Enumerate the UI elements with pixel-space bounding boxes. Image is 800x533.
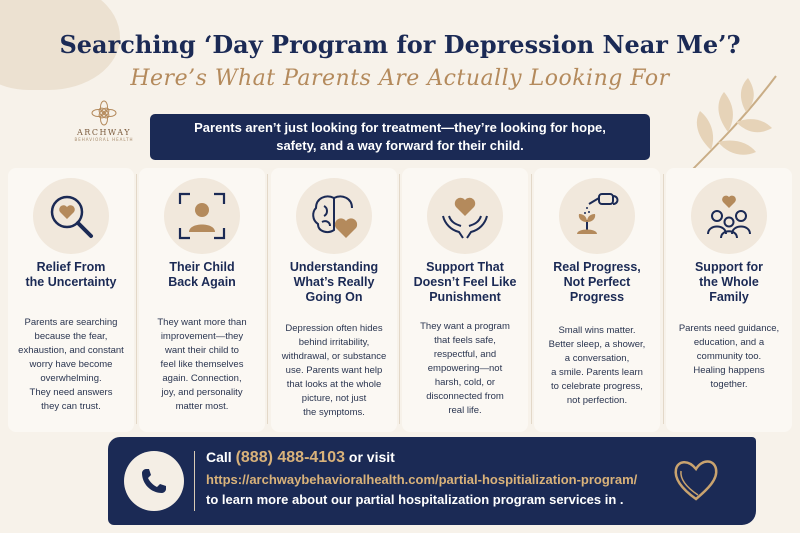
card-text-line: community too. [696, 351, 762, 362]
card-text-line: exhaustion, and constant [18, 345, 124, 356]
card-title-line: Understanding [289, 260, 379, 274]
card-text-line: matter most. [175, 401, 229, 412]
card-text-line: a conversation, [564, 353, 630, 364]
card-text-line: They want more than [157, 317, 247, 328]
card-text-line: They need answers [29, 387, 113, 398]
card-divider [267, 174, 268, 424]
card-title-line: Support for [694, 260, 764, 274]
card-text-line: Better sleep, a shower, [548, 339, 646, 350]
watering-sprout-icon [567, 186, 627, 246]
call-prefix: Call [206, 449, 236, 465]
card-text-line: harsh, cold, or [434, 377, 496, 388]
banner-line-1: Parents aren’t just looking for treatment—they’re looking for hope, [194, 120, 606, 135]
card-text-line: education, and a [693, 337, 765, 348]
card-real-progress [534, 168, 660, 432]
card-icon-circle [33, 178, 109, 254]
card-text-line: want their child to [165, 345, 239, 356]
card-title-line: the Uncertainty [25, 275, 117, 289]
card-text-line: Depression often hides [285, 323, 383, 334]
card-text [145, 316, 259, 414]
card-title [12, 260, 130, 290]
family-group-icon [699, 186, 759, 246]
card-text-line: a smile. Parents learn [551, 367, 643, 378]
card-title-line: Their Child [169, 260, 235, 274]
card-icon-circle [427, 178, 503, 254]
card-text-line: behind irritability, [298, 337, 370, 348]
card-text-line: Healing happens [693, 365, 765, 376]
person-focus-icon [172, 186, 232, 246]
card-text-line: again. Connection, [162, 373, 242, 384]
card-icon-circle [164, 178, 240, 254]
card-title-line: Punishment [429, 290, 501, 304]
card-understanding [271, 168, 397, 432]
card-title [670, 260, 788, 305]
card-text-line: real life. [448, 405, 482, 416]
card-title-line: Relief From [36, 260, 106, 274]
card-text [14, 316, 128, 414]
card-text-line: to celebrate progress, [551, 381, 643, 392]
card-text-line: not perfection. [566, 395, 628, 406]
footer-divider [194, 451, 195, 511]
card-title-line: Progress [569, 290, 625, 304]
card-child-back-again [139, 168, 265, 432]
phone-icon [138, 465, 170, 497]
card-text-line: picture, not just [301, 393, 367, 404]
website-link[interactable]: https://archwaybehavioralhealth.com/partial-hospitialization-program/ [206, 472, 638, 487]
footer-tail-text: to learn more about our partial hospitalization program services in . [206, 492, 624, 507]
contact-footer [108, 437, 756, 525]
card-divider [399, 174, 400, 424]
card-text-line: empowering—not [427, 363, 503, 374]
card-text [540, 324, 654, 408]
card-text-line: the symptoms. [303, 407, 365, 418]
card-title-line: Real Progress, [553, 260, 641, 274]
card-text-line: they can trust. [41, 401, 101, 412]
card-title [143, 260, 261, 290]
card-text [277, 322, 391, 420]
card-title-line: Going On [305, 290, 363, 304]
card-text-line: together. [710, 379, 748, 390]
card-text-line: Small wins matter. [558, 325, 636, 336]
card-title-line: Not Perfect [563, 275, 631, 289]
logo-tagline: BEHAVIORAL HEALTH [74, 137, 134, 142]
card-text-line: Parents are searching [24, 317, 118, 328]
card-text-line: overwhelming. [40, 373, 102, 384]
card-title [275, 260, 393, 305]
card-text-line: disconnected from [426, 391, 504, 402]
card-text-line: use. Parents want help [285, 365, 383, 376]
intro-banner [150, 114, 650, 160]
archway-logo [72, 100, 136, 142]
card-text-line: feel like themselves [160, 359, 244, 370]
lotus-logo-icon [91, 100, 117, 126]
card-text-line: They want a program [420, 321, 510, 332]
card-text-line: Parents need guidance, [678, 323, 780, 334]
phone-button[interactable] [124, 451, 184, 511]
card-title [406, 260, 524, 305]
card-title-line: What’s Really [293, 275, 375, 289]
magnifier-heart-icon [41, 186, 101, 246]
card-title-line: Doesn’t Feel Like [413, 275, 517, 289]
card-title-line: Family [709, 290, 749, 304]
card-text-line: withdrawal, or substance [281, 351, 387, 362]
card-support-not-punishment [402, 168, 528, 432]
card-text-line: improvement—they [160, 331, 244, 342]
card-title-line: Support That [426, 260, 504, 274]
card-text [672, 322, 786, 392]
card-icon-circle [296, 178, 372, 254]
heart-outline-icon [668, 451, 724, 507]
card-title-line: the Whole [699, 275, 759, 289]
card-text-line: that looks at the whole [286, 379, 382, 390]
card-text-line: joy, and personality [161, 387, 243, 398]
card-icon-circle [691, 178, 767, 254]
cards-row [6, 168, 794, 432]
card-divider [136, 174, 137, 424]
page-title: Searching ‘Day Program for Depression Near Me’? [59, 30, 741, 59]
card-divider [531, 174, 532, 424]
card-whole-family [666, 168, 792, 432]
card-icon-circle [559, 178, 635, 254]
phone-number-link[interactable]: (888) 488-4103 [235, 449, 345, 466]
card-divider [663, 174, 664, 424]
call-line [206, 449, 395, 467]
card-title [538, 260, 656, 305]
hands-heart-icon [435, 186, 495, 246]
card-text-line: because the fear, [34, 331, 108, 342]
card-relief-uncertainty [8, 168, 134, 432]
page-subtitle: Here’s What Parents Are Actually Looking For [130, 66, 670, 91]
call-suffix: or visit [345, 449, 395, 465]
brain-heart-icon [304, 186, 364, 246]
card-title-line: Back Again [168, 275, 236, 289]
logo-name: ARCHWAY [77, 128, 131, 137]
card-text-line: that feels safe, [434, 335, 496, 346]
banner-line-2: safety, and a way forward for their child. [276, 138, 524, 153]
card-text-line: worry have become [29, 359, 113, 370]
card-text [408, 320, 522, 418]
card-text-line: respectful, and [433, 349, 497, 360]
